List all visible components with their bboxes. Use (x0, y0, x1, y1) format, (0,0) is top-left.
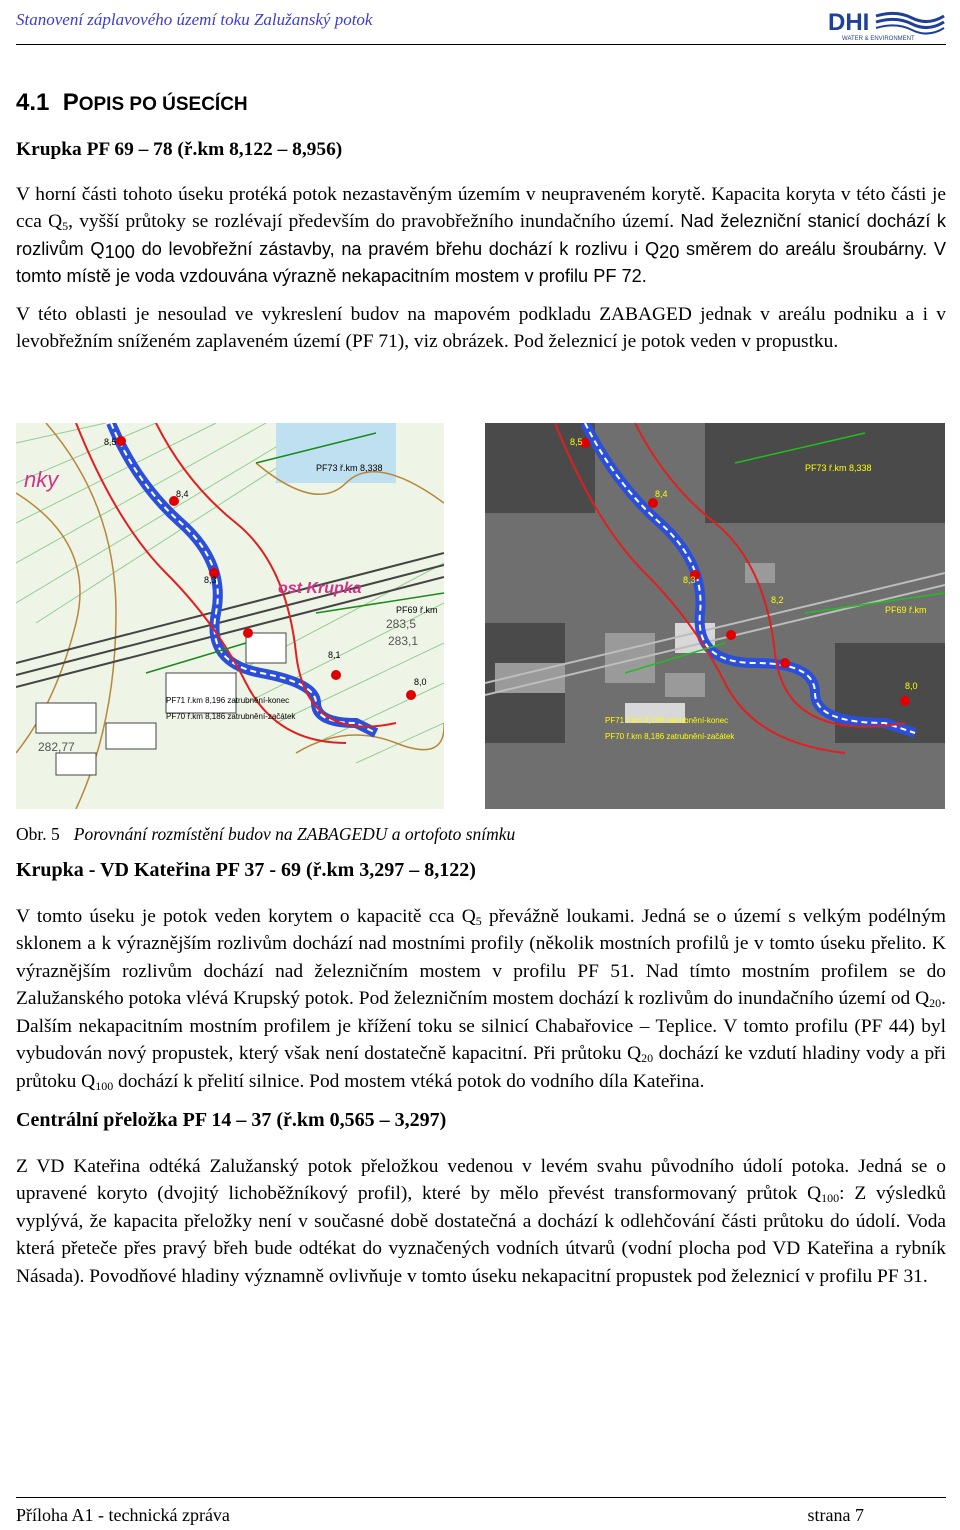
paragraph-krupka-2: V této oblasti je nesoulad ve vykreslení budov na mapovém podkladu ZABAGED jednak v areálu podniku a i v levobřežním sníženém zaplaveném území (PF 71), viz obrázek. Pod železnicí je potok veden v propustku. (16, 303, 946, 352)
section-title-rest: OPIS PO ÚSECÍCH (78, 94, 248, 115)
map2-label-km83: 8,3 (683, 575, 696, 585)
map2-label-pf73: PF73 ř.km 8,338 (805, 463, 872, 473)
map2-label-km80: 8,0 (905, 681, 918, 691)
orthophoto-map (485, 423, 945, 809)
map2-label-pf70: PF70 ř.km 8,186 zatrubnění-začátek (605, 732, 735, 741)
figure-caption-text: Porovnání rozmístění budov na ZABAGEDU a ortofoto snímku (73, 824, 516, 844)
figure-number: Obr. 5 (16, 824, 60, 844)
subsection-heading-krupka: Krupka PF 69 – 78 (ř.km 8,122 – 8,956) (16, 139, 343, 160)
zabaged-map (16, 423, 444, 809)
map1-label-alt1: 283,5 (386, 617, 417, 631)
section-title-initial: P (62, 89, 79, 116)
footer-divider (16, 1497, 946, 1498)
subsection-heading-katerina: Krupka - VD Kateřina PF 37 - 69 (ř.km 3,297 – 8,122) (16, 859, 476, 881)
map1-label-alt2: 283,1 (388, 634, 419, 648)
map1-label-km84: 8,4 (176, 489, 189, 499)
logo-subtext: WATER & ENVIRONMENT (842, 36, 915, 42)
map1-label-place: nky (24, 467, 59, 492)
logo-text: DHI (828, 9, 870, 36)
map1-label-pf71: PF71 ř.km 8,196 zatrubnění-konec (166, 696, 290, 705)
document-title: Stanovení záplavového území toku Zalužanský potok (16, 10, 373, 29)
main-content (16, 88, 946, 356)
map1-label-pf70: PF70 ř.km 8,186 zatrubnění-začátek (166, 712, 296, 721)
paragraph-krupka-1: V horní části tohoto úseku protéká potok nezastavěným územím v neupraveném korytě. Kapacita koryta v této části je cca $Q_5$, vyšší průtoky se rozlévají především do pravobřežního inundačního území. Nad železniční stanicí dochází k rozlivům $Q_{100}$ do levobřežní zástavby, na pravém břehu dochází k rozlivu i $Q_{20}$ směrem do areálu šroubárny. V tomto místě je voda vzdouvána výrazně nekapacitním mostem v profilu PF 72. (16, 183, 947, 286)
map1-label-krupka: ost Krupka (278, 580, 362, 597)
page-header (16, 8, 946, 48)
figure-caption (16, 824, 515, 845)
paragraph-katerina: V tomto úseku je potok veden korytem o kapacitě cca $Q_5$ převážně loukami. Jedná se o území s velkým podélným sklonem a k výraznějším rozlivům dochází nad mostními profily (několik mostních profilů je v tomto úseku přelito. K výraznějším rozlivům dochází nad železničním mostem v profilu PF 51. Nad tímto mostním profilem se do Zalužanského potoka vlévá Krupský potok. Pod železničním mostem dochází k rozlivům do inundačního území od $Q_{20}$. Dalším nekapacitním mostním profilem je křížení toku se silnicí Chabařovice – Teplice. V tomto profilu (PF 44) byl vybudován nový propustek, který však není dostatečně kapacitní. Při průtoku $Q_{20}$ dochází ke vzdutí hladiny vody a při průtoku $Q_{100}$ dochází k přelití silnice. Pod mostem vtéká potok do vodního díla Kateřina. (16, 905, 946, 1093)
map2-label-km82: 8,2 (771, 595, 784, 605)
map1-label-km80: 8,0 (414, 677, 427, 687)
footer-attachment: Příloha A1 - technická zpráva (16, 1505, 230, 1525)
section-number: 4.1 (16, 89, 50, 116)
dhi-logo (812, 8, 946, 42)
map2-label-km84: 8,4 (655, 489, 668, 499)
section-heading (16, 88, 946, 120)
map1-label-pf69: PF69 ř.km (396, 605, 438, 615)
map1-label-km83: 8,3 (204, 575, 217, 585)
map1-label-alt3: 282,77 (38, 740, 75, 754)
header-divider (16, 44, 946, 45)
map2-label-pf69: PF69 ř.km (885, 605, 927, 615)
map1-label-km81: 8,1 (328, 650, 341, 660)
map1-label-km85: 8,5 (104, 437, 117, 447)
map2-label-km85: 8,5 (570, 437, 583, 447)
footer-page-number: strana 7 (807, 1505, 864, 1525)
map2-label-pf71: PF71 ř.km 8,196 zatrubnění-konec (605, 716, 729, 725)
subsection-heading-prelozka: Centrální přeložka PF 14 – 37 (ř.km 0,565 – 3,297) (16, 1109, 447, 1131)
paragraph-prelozka: Z VD Kateřina odtéká Zalužanský potok přeložkou vedenou v levém svahu původního údolí potoka. Jedná se o upravené koryto (dvojitý lichoběžníkový profil), které by mělo převést transformovaný průtok $Q_{100}$: Z výsledků vyplývá, že kapacita přeložky není v současné době dostatečná a dochází k odlehčování části průtoku do údolí. Voda která přeteče přes pravý břeh bude odtékat do vyznačených vodních útvarů (vodní plocha pod VD Kateřina a rybník Násada). Povodňové hladiny významně ovlivňuje v tomto úseku nekapacitní propustek pod železnicí v profilu PF 31. (16, 1155, 946, 1287)
map1-label-pf73: PF73 ř.km 8,338 (316, 463, 383, 473)
main-content-lower (16, 857, 946, 1290)
